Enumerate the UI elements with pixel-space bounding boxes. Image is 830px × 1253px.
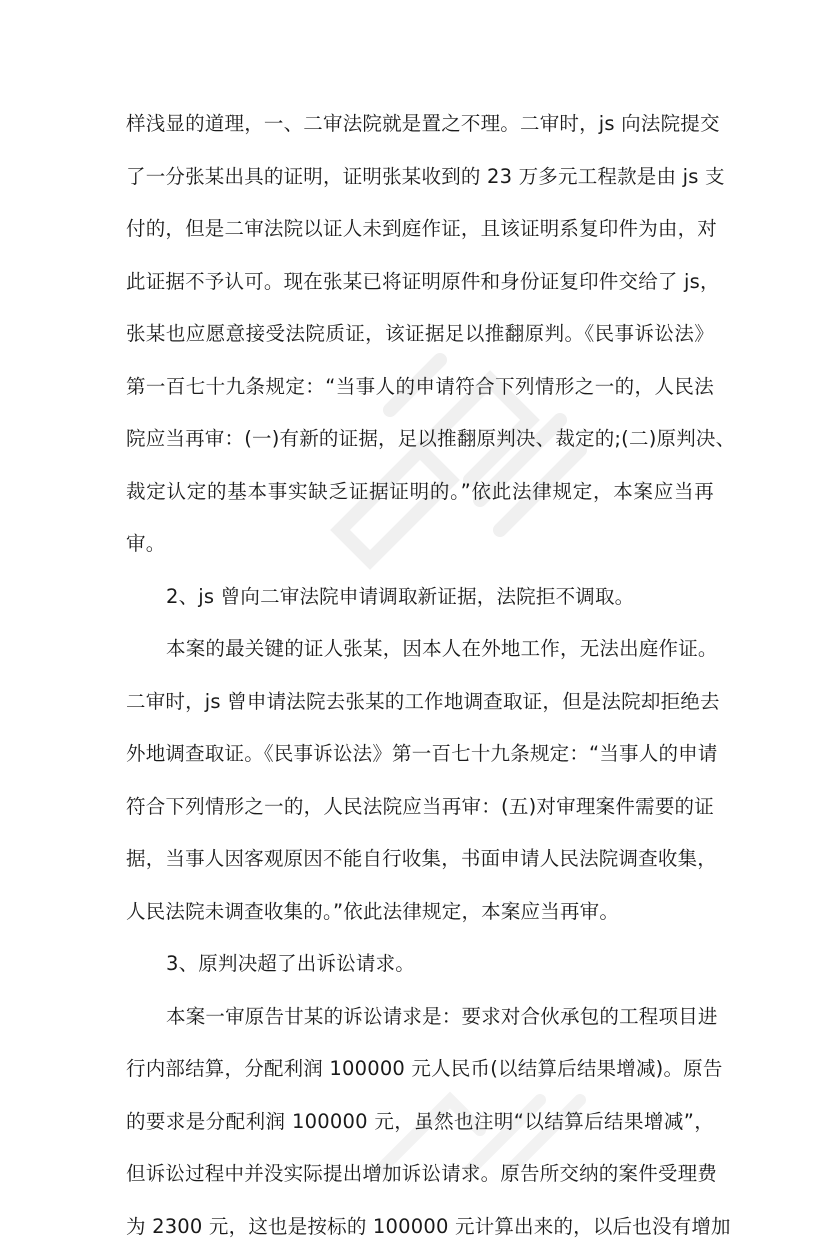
text-line: 行内部结算，分配利润 100000 元人民币(以结算后结果增减)。原告 xyxy=(126,1043,714,1096)
document-body xyxy=(126,98,714,1253)
section-heading: 3、原判决超了出诉讼请求。 xyxy=(126,938,714,991)
text-line: 付的，但是二审法院以证人未到庭作证，且该证明系复印件为由，对 xyxy=(126,203,714,256)
text-line: 了一分张某出具的证明，证明张某收到的 23 万多元工程款是由 js 支 xyxy=(126,151,714,204)
text-line: 院应当再审：(一)有新的证据，足以推翻原判决、裁定的;(二)原判决、 xyxy=(126,413,714,466)
text-line: 样浅显的道理，一、二审法院就是置之不理。二审时，js 向法院提交 xyxy=(126,98,714,151)
text-line: 符合下列情形之一的，人民法院应当再审：(五)对审理案件需要的证 xyxy=(126,781,714,834)
text-line: 的要求是分配利润 100000 元，虽然也注明“以结算后结果增减”， xyxy=(126,1096,714,1149)
text-line: 本案一审原告甘某的诉讼请求是：要求对合伙承包的工程项目进 xyxy=(126,991,714,1044)
text-line: 外地调查取证。《民事诉讼法》第一百七十九条规定：“当事人的申请 xyxy=(126,728,714,781)
text-line: 但诉讼过程中并没实际提出增加诉讼请求。原告所交纳的案件受理费 xyxy=(126,1148,714,1201)
text-line: 本案的最关键的证人张某，因本人在外地工作，无法出庭作证。 xyxy=(126,623,714,676)
text-line: 第一百七十九条规定：“当事人的申请符合下列情形之一的，人民法 xyxy=(126,361,714,414)
text-line: 裁定认定的基本事实缺乏证据证明的。”依此法律规定，本案应当再 xyxy=(126,466,714,519)
section-heading: 2、js 曾向二审法院申请调取新证据，法院拒不调取。 xyxy=(126,571,714,624)
text-line: 据，当事人因客观原因不能自行收集，书面申请人民法院调查收集， xyxy=(126,833,714,886)
text-line: 审。 xyxy=(126,518,714,571)
text-line: 二审时，js 曾申请法院去张某的工作地调查取证，但是法院却拒绝去 xyxy=(126,676,714,729)
text-line: 此证据不予认可。现在张某已将证明原件和身份证复印件交给了 js， xyxy=(126,256,714,309)
text-line: 人民法院未调查收集的。”依此法律规定，本案应当再审。 xyxy=(126,886,714,939)
text-line: 为 2300 元，这也是按标的 100000 元计算出来的，以后也没有增加 xyxy=(126,1201,714,1253)
text-line: 张某也应愿意接受法院质证，该证据足以推翻原判。《民事诉讼法》 xyxy=(126,308,714,361)
